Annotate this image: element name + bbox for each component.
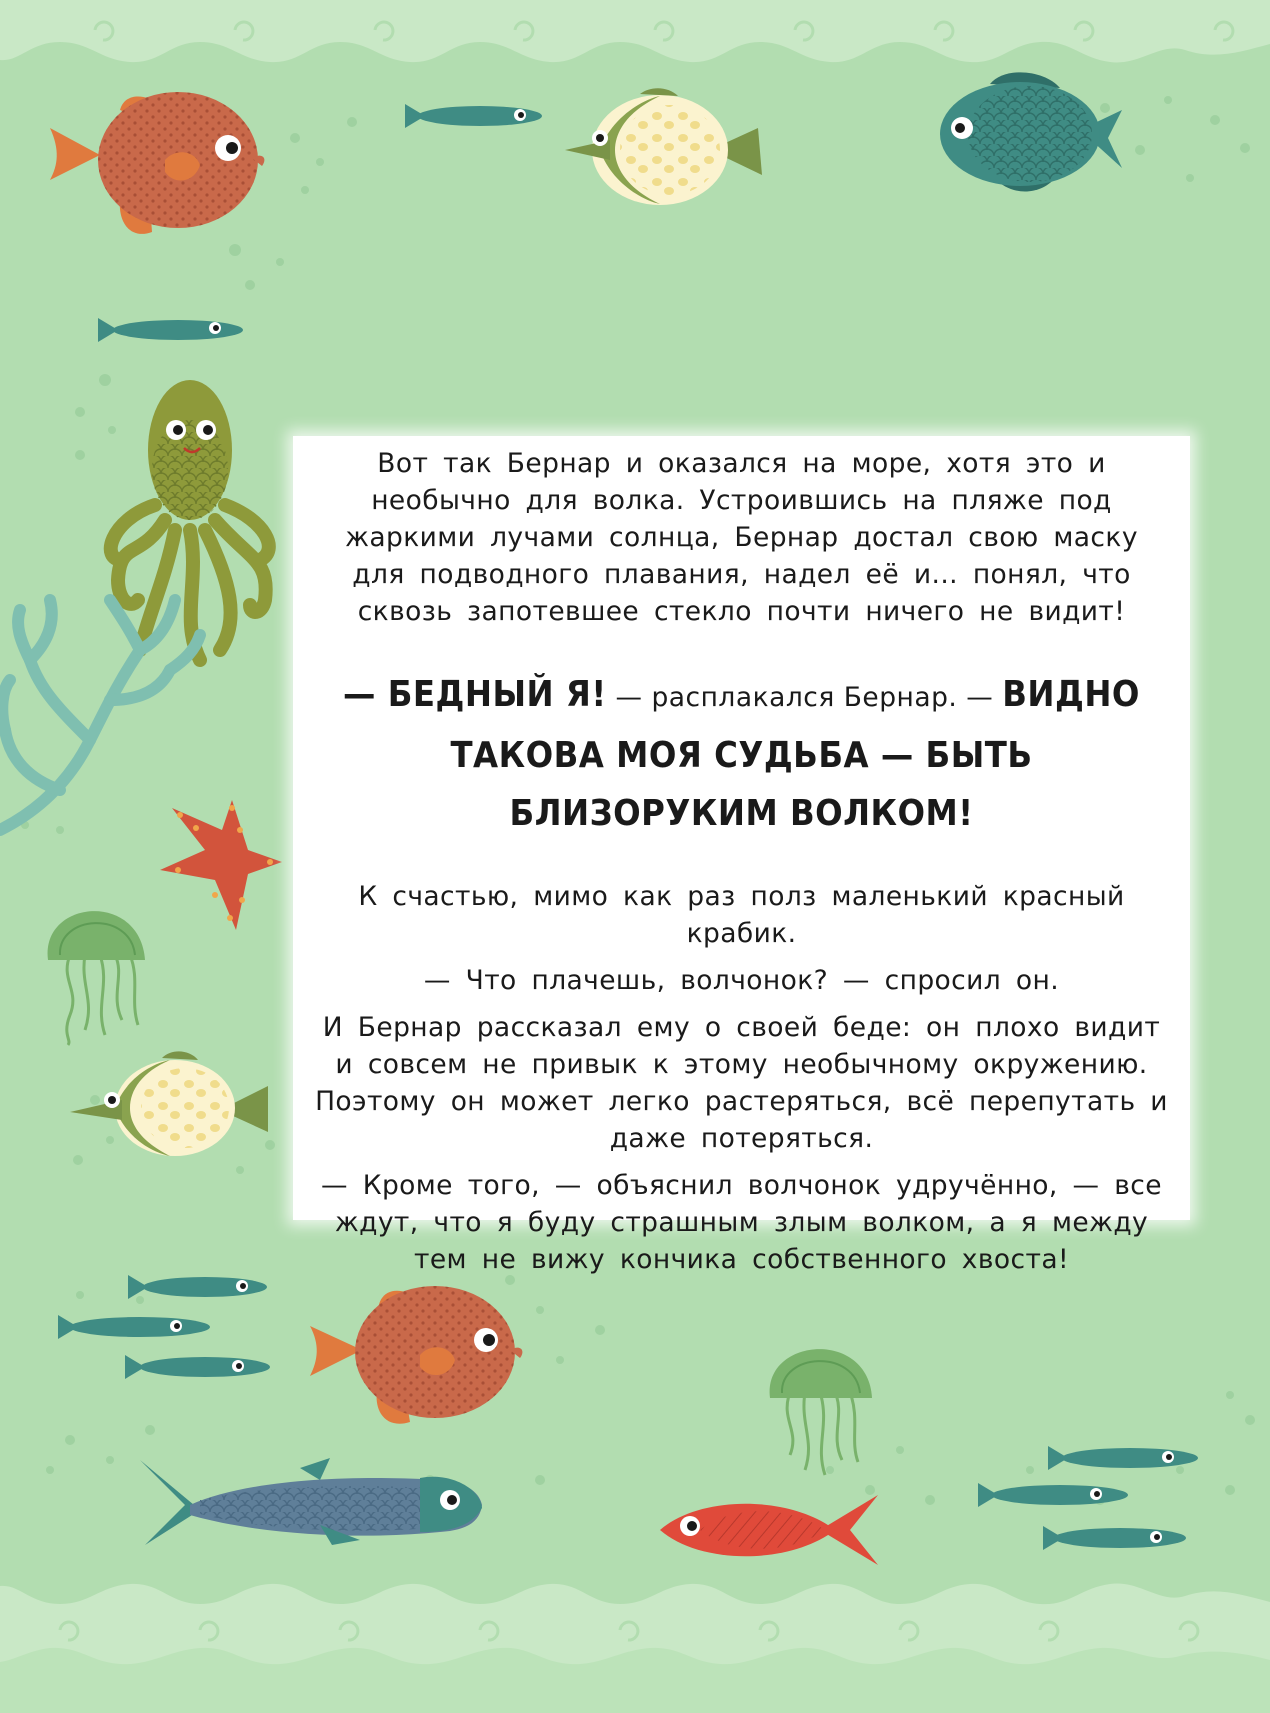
- butterfly-fish-icon: [70, 1051, 268, 1156]
- small-fish-icon: [98, 318, 243, 342]
- fish-school-icon: [978, 1446, 1198, 1550]
- story-paragraph: И Бернар рассказал ему о своей беде: он плохо видит и совсем не привык к этому необычному окружению. Поэтому он может легко растеряться, всё перепутать и даже потеряться.: [315, 1012, 1168, 1154]
- story-exclamation: [313, 666, 1170, 843]
- pufferfish-icon: [310, 1286, 522, 1424]
- shark-icon: [140, 1458, 482, 1545]
- jellyfish-icon: [770, 1349, 872, 1475]
- exclamation-text: — БЕДНЫЙ Я!: [343, 674, 607, 715]
- story-paragraph: Вот так Бернар и оказался на море, хотя это и необычно для волка. Устроившись на пляже под жаркими лучами солнца, Бернар достал свою маску для подводного плавания, надел её и... понял, что сквозь запотевшее стекло почти ничего не видит!: [345, 448, 1138, 627]
- bottom-waves: [0, 1584, 1270, 1713]
- narration-text: — расплакался Бернар. —: [606, 682, 1003, 713]
- story-paragraph: — Кроме того, — объяснил волчонок удручённо, — все ждут, что я буду страшным злым волком, а я между тем не вижу кончика собственного хвоста!: [321, 1170, 1162, 1275]
- octopus-body: [148, 380, 232, 520]
- fish-school-icon: [58, 1275, 270, 1379]
- pufferfish-icon: [50, 92, 264, 234]
- exclamation-text: ВИДНО ТАКОВА МОЯ СУДЬБА — БЫТЬ БЛИЗОРУКИМ ВОЛКОМ!: [450, 674, 1140, 834]
- red-fish-icon: [660, 1495, 878, 1565]
- story-text-panel: [293, 436, 1190, 1275]
- butterfly-fish-icon: [565, 88, 762, 205]
- coral-icon: [0, 600, 200, 830]
- round-fish-icon: [940, 72, 1122, 191]
- top-waves: [0, 0, 1270, 62]
- starfish-icon: [160, 800, 282, 930]
- small-fish-icon: [405, 104, 542, 128]
- story-paragraph: К счастью, мимо как раз полз маленький красный крабик.: [358, 881, 1125, 949]
- story-paragraph: — Что плачешь, волчонок? — спросил он.: [423, 965, 1060, 996]
- jellyfish-icon: [48, 911, 145, 1045]
